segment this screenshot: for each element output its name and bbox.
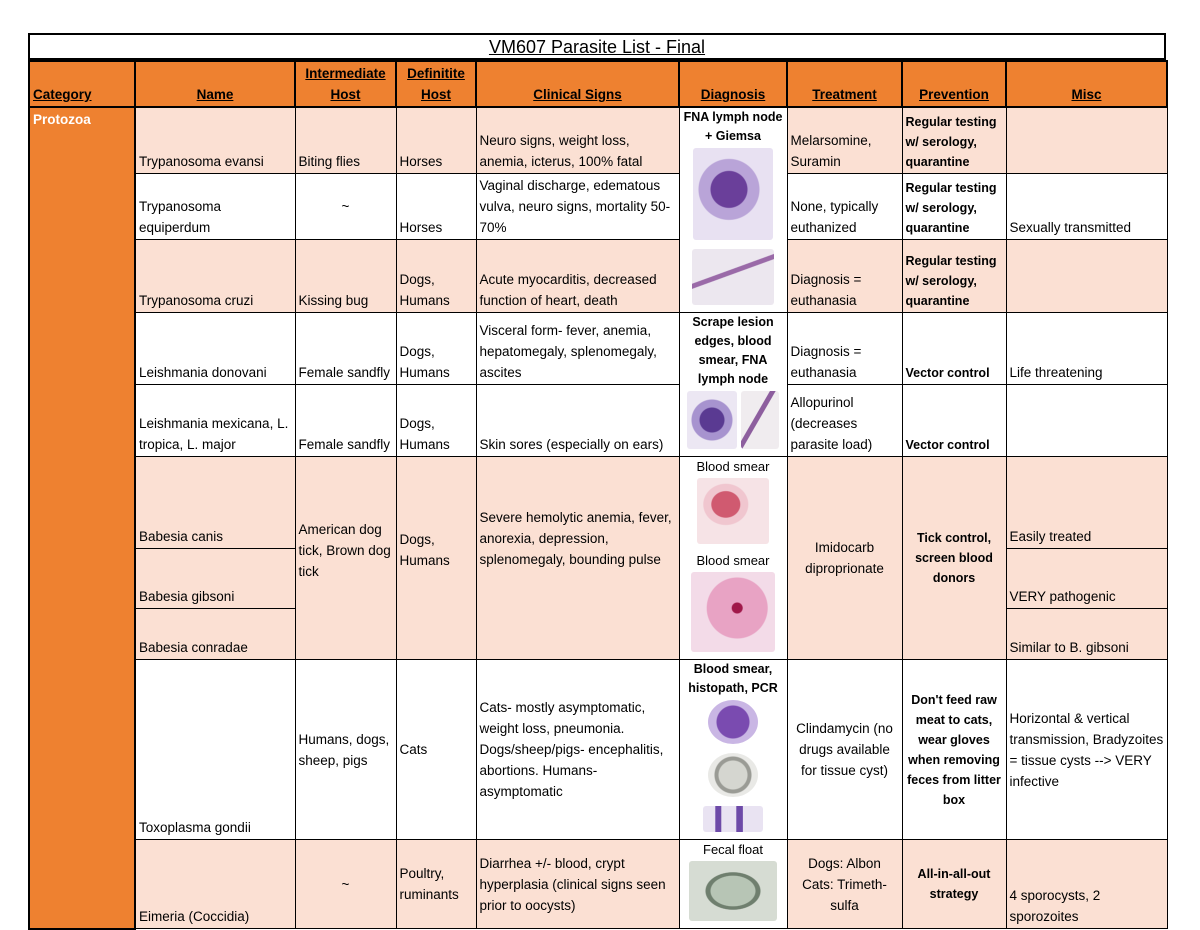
definitive-host: Dogs, Humans [396,313,476,385]
table-row [29,385,1167,457]
col-header-diagnosis: Diagnosis [679,61,787,107]
sheet-title: VM607 Parasite List - Final [28,33,1166,60]
treatment: Diagnosis = euthanasia [787,240,902,313]
intermediate-host: ~ [295,173,396,239]
prevention: Vector control [902,313,1006,385]
prevention: Regular testing w/ serology, quarantine [902,173,1006,239]
misc: Horizontal & vertical transmission, Bradyzoites = tissue cysts --> VERY infective [1006,660,1167,840]
prevention: Tick control, screen blood donors [902,457,1006,660]
intermediate-host: Female sandfly [295,385,396,457]
diagnosis-text: Blood smear [696,459,770,474]
toxoplasma-tachyzoite-micrograph [708,700,758,744]
treatment: None, typically euthanized [787,173,902,239]
diagnosis-text: Scrape lesion edges, blood smear, FNA lymph node [692,315,774,386]
treatment: Allopurinol (decreases parasite load) [787,385,902,457]
diagnosis-text: FNA lymph node + Giemsa [683,110,783,143]
babesia-canis-micrograph [697,478,769,544]
parasite-name: Leishmania mexicana, L. tropica, L. major [135,385,295,457]
diagnosis-babesia [679,457,787,660]
misc: Similar to B. gibsoni [1006,609,1167,660]
parasite-name: Trypanosoma cruzi [135,240,295,313]
treatment: Clindamycin (no drugs available for tissue cyst) [787,660,902,840]
misc [1006,385,1167,457]
misc [1006,107,1167,173]
intermediate-host: ~ [295,840,396,929]
table-row [29,840,1167,929]
treatment: Diagnosis = euthanasia [787,313,902,385]
intermediate-host: Biting flies [295,107,396,173]
parasite-name: Babesia conradae [135,609,295,660]
intermediate-host: Female sandfly [295,313,396,385]
table-row [29,313,1167,385]
table-row [29,107,1167,173]
col-header-clinical-signs: Clinical Signs [476,61,679,107]
definitive-host: Dogs, Humans [396,385,476,457]
leishmania-smear-micrograph [741,391,779,449]
toxoplasma-zoite-micrograph [703,806,763,832]
clinical-signs: Diarrhea +/- blood, crypt hyperplasia (clinical signs seen prior to oocysts) [476,840,679,929]
intermediate-host: Humans, dogs, sheep, pigs [295,660,396,840]
diagnosis-trypanosoma [679,107,787,313]
eimeria-oocyst-micrograph [689,861,777,921]
parasite-name: Eimeria (Coccidia) [135,840,295,929]
category-protozoa: Protozoa [29,107,135,929]
misc: Life threatening [1006,313,1167,385]
definitive-host: Cats [396,660,476,840]
misc: Easily treated [1006,457,1167,549]
intermediate-host: American dog tick, Brown dog tick [295,457,396,660]
misc: VERY pathogenic [1006,549,1167,609]
definitive-host: Poultry, ruminants [396,840,476,929]
col-header-treatment: Treatment [787,61,902,107]
definitive-host: Dogs, Humans [396,240,476,313]
diagnosis-text: Fecal float [703,842,763,857]
col-header-intermediate-host: Intermediate Host [295,61,396,107]
prevention: Don't feed raw meat to cats, wear gloves when removing feces from litter box [902,660,1006,840]
diagnosis-eimeria [679,840,787,929]
col-header-name: Name [135,61,295,107]
prevention: All-in-all-out strategy [902,840,1006,929]
header-row [29,61,1167,107]
parasite-table [28,60,1168,930]
clinical-signs: Skin sores (especially on ears) [476,385,679,457]
col-header-definitive-host: Definitite Host [396,61,476,107]
clinical-signs: Vaginal discharge, edematous vulva, neuro signs, mortality 50-70% [476,173,679,239]
diagnosis-text: Blood smear, histopath, PCR [688,662,778,695]
col-header-prevention: Prevention [902,61,1006,107]
diagnosis-leishmania [679,313,787,457]
parasite-name: Babesia gibsoni [135,549,295,609]
parasite-name: Toxoplasma gondii [135,660,295,840]
table-row [29,240,1167,313]
table-row [29,173,1167,239]
parasite-sheet [28,33,1166,924]
table-row [29,660,1167,840]
clinical-signs: Visceral form- fever, anemia, hepatomegaly, splenomegaly, ascites [476,313,679,385]
definitive-host: Dogs, Humans [396,457,476,660]
leishmania-micrograph [687,391,737,449]
babesia-gibsoni-micrograph [691,572,775,652]
prevention: Regular testing w/ serology, quarantine [902,240,1006,313]
misc [1006,240,1167,313]
trypomastigote-micrograph [692,249,774,305]
intermediate-host: Kissing bug [295,240,396,313]
prevention: Vector control [902,385,1006,457]
parasite-name: Trypanosoma evansi [135,107,295,173]
definitive-host: Horses [396,173,476,239]
table-row [29,457,1167,549]
parasite-name: Babesia canis [135,457,295,549]
clinical-signs: Cats- mostly asymptomatic, weight loss, pneumonia. Dogs/sheep/pigs- encephalitis, abortions. Humans- asymptomatic [476,660,679,840]
prevention: Regular testing w/ serology, quarantine [902,107,1006,173]
treatment: Melarsomine, Suramin [787,107,902,173]
parasite-name: Trypanosoma equiperdum [135,173,295,239]
treatment: Imidocarb diproprionate [787,457,902,660]
misc: 4 sporocysts, 2 sporozoites [1006,840,1167,929]
toxoplasma-oocyst-micrograph [708,753,758,797]
misc: Sexually transmitted [1006,173,1167,239]
diagnosis-text: Blood smear [696,553,770,568]
parasite-name: Leishmania donovani [135,313,295,385]
col-header-misc: Misc [1006,61,1167,107]
amastigote-micrograph [693,148,773,240]
col-header-category: Category [29,61,135,107]
definitive-host: Horses [396,107,476,173]
clinical-signs: Acute myocarditis, decreased function of heart, death [476,240,679,313]
clinical-signs: Neuro signs, weight loss, anemia, icterus, 100% fatal [476,107,679,173]
treatment: Dogs: Albon Cats: Trimeth-sulfa [787,840,902,929]
diagnosis-toxoplasma [679,660,787,840]
clinical-signs: Severe hemolytic anemia, fever, anorexia, depression, splenomegaly, bounding pulse [476,457,679,660]
